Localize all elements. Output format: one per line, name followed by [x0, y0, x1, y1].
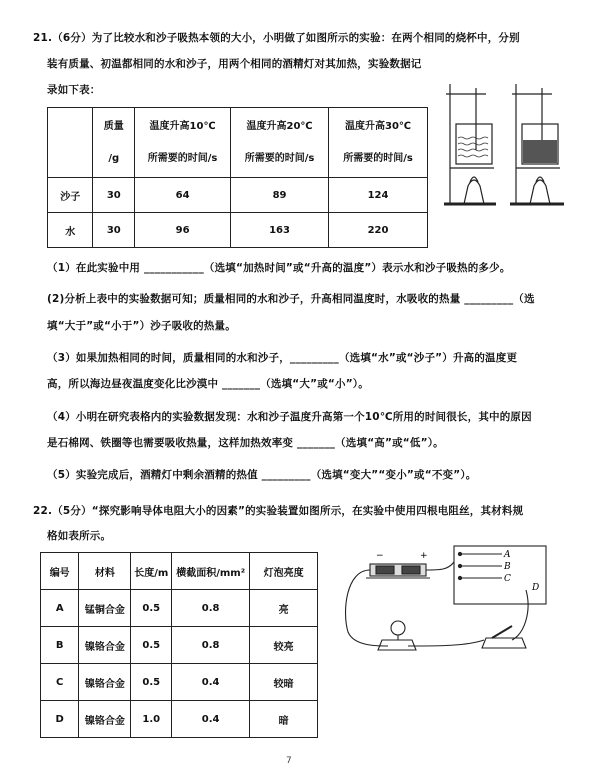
cell-area: 0.4 — [172, 701, 250, 738]
table1-header-mass — [93, 108, 135, 178]
cell-area: 0.4 — [172, 664, 250, 701]
table-row — [41, 664, 318, 701]
header-material: 材料 — [79, 553, 131, 590]
row-name: 沙子 — [48, 178, 93, 213]
heating-apparatus-illustration — [436, 78, 576, 212]
row-t30: 124 — [329, 178, 428, 213]
cell-material: 锰铜合金 — [79, 590, 131, 627]
q21-line1: 21.（6分）为了比较水和沙子吸热本领的大小，小明做了如图所示的实验：在两个相同的烧杯中，分别 — [33, 32, 520, 44]
cell-material: 镍铬合金 — [79, 664, 131, 701]
header-10c-line1: 温度升高10℃ — [149, 120, 216, 132]
table1-header-20c — [231, 108, 329, 178]
cell-id: D — [41, 701, 79, 738]
header-10c-line2: 所需要的时间/s — [147, 152, 218, 164]
wire-b-label: B — [504, 562, 511, 572]
row-name: 水 — [48, 213, 93, 248]
q22-line2: 格如表所示。 — [47, 530, 112, 542]
table1-corner-cell — [48, 108, 93, 178]
row-mass: 30 — [93, 213, 135, 248]
q21-sub3-line2: 高，所以海边昼夜温度变化比沙漠中 _______（选填“大”或“小”）。 — [47, 378, 369, 390]
header-mass-line2: /g — [108, 152, 120, 164]
cell-length: 0.5 — [131, 590, 172, 627]
cell-length: 1.0 — [131, 701, 172, 738]
q21-sub3-line1: （3）如果加热相同的时间，质量相同的水和沙子，_________（选填“水”或“沙子”）升高的温度更 — [47, 352, 518, 364]
header-30c-line2: 所需要的时间/s — [343, 152, 413, 164]
q21-data-table — [47, 107, 428, 248]
header-brightness: 灯泡亮度 — [250, 553, 318, 590]
cell-length: 0.5 — [131, 664, 172, 701]
table-row — [41, 627, 318, 664]
header-mass-line1: 质量 — [103, 120, 124, 132]
q21-sub4-line1: （4）小明在研究表格内的实验数据发现：水和沙子温度升高第一个10℃所用的时间很长，其中的原因 — [47, 411, 532, 423]
table1-header-30c — [329, 108, 428, 178]
table1-header-10c — [135, 108, 231, 178]
cell-material: 镍铬合金 — [79, 627, 131, 664]
cell-area: 0.8 — [172, 590, 250, 627]
q21-line2: 装有质量、初温都相同的水和沙子，用两个相同的酒精灯对其加热，实验数据记 — [47, 58, 422, 70]
wire-c-label: C — [504, 574, 511, 584]
row-t20: 163 — [231, 213, 329, 248]
circuit-illustration — [336, 542, 556, 662]
battery-minus-label: − — [376, 551, 384, 561]
cell-id: B — [41, 627, 79, 664]
header-20c-line2: 所需要的时间/s — [244, 152, 315, 164]
cell-id: C — [41, 664, 79, 701]
point-d-label: D — [532, 583, 540, 593]
q21-sub4-line2: 是石棉网、铁圈等也需要吸收热量，这样加热效率变 _______（选填“高”或“低”）。 — [47, 437, 444, 449]
table-row — [41, 701, 318, 738]
table-row — [48, 213, 428, 248]
row-t20: 89 — [231, 178, 329, 213]
page-number: 7 — [286, 756, 292, 766]
q21-sub5: （5）实验完成后，酒精灯中剩余酒精的热值 _________（选填“变大”“变小”或“不变”）。 — [47, 469, 477, 481]
header-area: 横截面积/mm² — [172, 553, 250, 590]
row-t10: 96 — [135, 213, 231, 248]
header-20c-line1: 温度升高20℃ — [246, 120, 313, 132]
q21-line3: 录如下表： — [47, 84, 101, 96]
cell-brightness: 暗 — [250, 701, 318, 738]
header-id: 编号 — [41, 553, 79, 590]
cell-id: A — [41, 590, 79, 627]
q21-sub1: （1）在此实验中用 ___________（选填“加热时间”或“升高的温度”）表示水和沙子吸热的多少。 — [47, 262, 511, 274]
table-row — [41, 590, 318, 627]
q21-sub2-line1: (2)分析上表中的实验数据可知；质量相同的水和沙子，升高相同温度时，水吸收的热量 _________（选 — [47, 293, 535, 305]
row-t10: 64 — [135, 178, 231, 213]
table-row — [48, 178, 428, 213]
wire-a-label: A — [504, 550, 511, 560]
q22-line1: 22.（5分）“探究影响导体电阻大小的因素”的实验装置如图所示，在实验中使用四根电阻丝，其材料规 — [33, 505, 524, 517]
battery-plus-label: + — [420, 551, 428, 561]
header-length: 长度/m — [131, 553, 172, 590]
cell-brightness: 较暗 — [250, 664, 318, 701]
row-t30: 220 — [329, 213, 428, 248]
q21-sub2-line2: 填“大于”或“小于”）沙子吸收的热量。 — [47, 320, 236, 332]
cell-length: 0.5 — [131, 627, 172, 664]
cell-brightness: 亮 — [250, 590, 318, 627]
cell-brightness: 较亮 — [250, 627, 318, 664]
row-mass: 30 — [93, 178, 135, 213]
cell-material: 镍铬合金 — [79, 701, 131, 738]
q22-resistance-table — [40, 552, 318, 738]
header-30c-line1: 温度升高30℃ — [344, 120, 412, 132]
cell-area: 0.8 — [172, 627, 250, 664]
